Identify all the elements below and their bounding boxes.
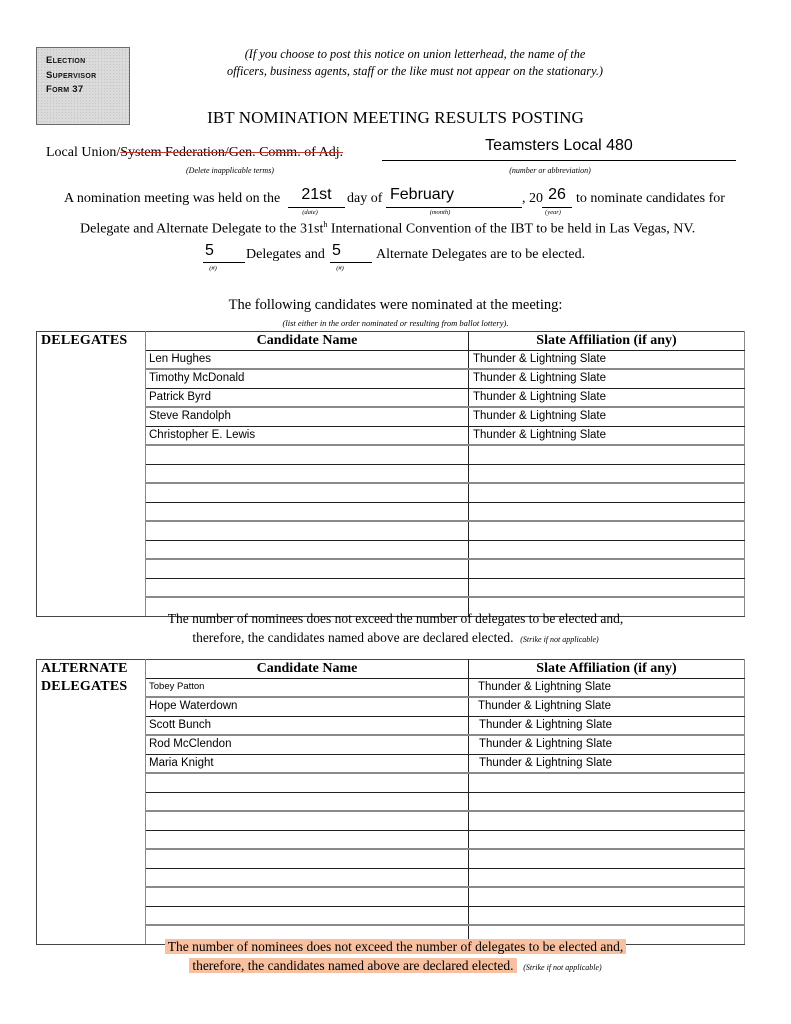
delegates-col-candidate-name: Candidate Name xyxy=(146,332,469,351)
slate-cell[interactable]: Thunder & Lightning Slate xyxy=(469,678,745,697)
delegates-section-label: DELEGATES xyxy=(37,332,146,617)
slate-cell[interactable] xyxy=(469,445,745,464)
delete-terms-hint: (Delete inapplicable terms) xyxy=(186,166,274,175)
slate-cell[interactable] xyxy=(469,811,745,830)
convention-line-rest: International Convention of the IBT to be held in Las Vegas, NV. xyxy=(327,221,696,237)
slate-cell[interactable]: Thunder & Lightning Slate xyxy=(469,388,745,407)
month-label: (month) xyxy=(429,209,451,216)
slate-cell[interactable] xyxy=(469,559,745,578)
slate-cell[interactable] xyxy=(469,502,745,521)
slate-cell[interactable] xyxy=(469,906,745,925)
page-title: IBT NOMINATION MEETING RESULTS POSTING xyxy=(207,108,584,127)
candidate-name-cell[interactable] xyxy=(146,887,469,906)
candidate-name-cell[interactable] xyxy=(146,773,469,792)
candidate-name-cell[interactable]: Scott Bunch xyxy=(146,716,469,735)
convention-line xyxy=(80,220,695,238)
candidate-name-cell[interactable] xyxy=(146,811,469,830)
year-prefix: , 20 xyxy=(522,191,543,206)
year-underline xyxy=(542,207,572,208)
candidate-name-cell[interactable] xyxy=(146,521,469,540)
slate-cell[interactable] xyxy=(469,792,745,811)
candidate-name-cell[interactable]: Steve Randolph xyxy=(146,407,469,426)
slate-cell[interactable] xyxy=(469,868,745,887)
ordinal-superscript: h xyxy=(323,220,328,229)
slate-cell[interactable] xyxy=(469,578,745,597)
slate-cell[interactable] xyxy=(469,483,745,502)
candidate-name-cell[interactable] xyxy=(146,540,469,559)
nominated-heading: The following candidates were nominated at the meeting: xyxy=(228,297,563,313)
candidate-name-cell[interactable]: Maria Knight xyxy=(146,754,469,773)
nominated-subheading: (list either in the order nominated or resulting from ballot lottery). xyxy=(282,318,509,328)
delegates-declaration xyxy=(0,609,791,649)
alternates-declaration-highlight-2: therefore, the candidates named above are declared elected. xyxy=(189,958,516,973)
local-union-underline xyxy=(382,160,736,161)
candidate-name-cell[interactable]: Rod McClendon xyxy=(146,735,469,754)
alternates-elected-text: Alternate Delegates are to be elected. xyxy=(376,247,586,262)
month-underline xyxy=(386,207,522,208)
candidate-name-cell[interactable] xyxy=(146,830,469,849)
alternates-count-label: (#) xyxy=(336,265,344,272)
delegates-declaration-line-1: The number of nominees does not exceed the number of delegates to be elected and, xyxy=(167,611,624,626)
local-union-label-plain: Local Union/ xyxy=(46,145,121,160)
number-abbrev-hint: (number or abbreviation) xyxy=(509,166,591,175)
delegates-col-slate: Slate Affiliation (if any) xyxy=(469,332,745,351)
meeting-text-after-year: to nominate candidates for xyxy=(576,191,725,206)
letterhead-notice xyxy=(180,46,650,80)
meeting-date-field[interactable]: 21st xyxy=(301,186,332,203)
slate-cell[interactable] xyxy=(469,540,745,559)
candidate-name-cell[interactable]: Timothy McDonald xyxy=(146,369,469,388)
alternates-count-field[interactable]: 5 xyxy=(332,242,341,259)
alternates-col-candidate-name: Candidate Name xyxy=(146,660,469,679)
candidate-name-cell[interactable] xyxy=(146,483,469,502)
alternates-col-slate: Slate Affiliation (if any) xyxy=(469,660,745,679)
slate-cell[interactable] xyxy=(469,464,745,483)
candidate-name-cell[interactable] xyxy=(146,792,469,811)
alternates-label-line-2: DELEGATES xyxy=(41,679,128,694)
slate-cell[interactable] xyxy=(469,887,745,906)
alternates-count-underline xyxy=(330,262,372,263)
delegates-strike-note: (Strike if not applicable) xyxy=(520,635,599,644)
slate-cell[interactable]: Thunder & Lightning Slate xyxy=(469,716,745,735)
slate-cell[interactable]: Thunder & Lightning Slate xyxy=(469,754,745,773)
candidate-name-cell[interactable] xyxy=(146,906,469,925)
notice-line-1: (If you choose to post this notice on union letterhead, the name of the xyxy=(244,47,586,61)
alternates-declaration-line-1 xyxy=(0,937,791,956)
date-underline xyxy=(288,207,345,208)
form-badge-line-1: Election xyxy=(46,55,86,66)
year-label: (year) xyxy=(545,209,561,216)
candidate-name-cell[interactable]: Len Hughes xyxy=(146,350,469,369)
local-union-label-struck: System Federation/Gen. Comm. of Adj. xyxy=(120,145,344,160)
local-union-label xyxy=(46,145,343,161)
candidate-name-cell[interactable]: Hope Waterdown xyxy=(146,697,469,716)
delegates-count-underline xyxy=(203,262,245,263)
candidate-name-cell[interactable] xyxy=(146,464,469,483)
alternates-table xyxy=(36,659,745,945)
slate-cell[interactable]: Thunder & Lightning Slate xyxy=(469,697,745,716)
alternates-declaration xyxy=(0,937,791,977)
meeting-year-field[interactable]: 26 xyxy=(548,186,566,203)
slate-cell[interactable] xyxy=(469,830,745,849)
delegates-count-field[interactable]: 5 xyxy=(205,242,214,259)
alternates-section-label xyxy=(37,660,146,945)
candidate-name-cell[interactable] xyxy=(146,849,469,868)
local-union-field[interactable]: Teamsters Local 480 xyxy=(485,137,633,154)
candidate-name-cell[interactable] xyxy=(146,445,469,464)
delegates-table xyxy=(36,331,745,617)
date-label: (date) xyxy=(302,209,318,216)
form-badge-line-3: Form 37 xyxy=(46,84,84,95)
meeting-month-field[interactable]: February xyxy=(390,186,455,203)
delegates-table-header xyxy=(37,332,745,351)
candidate-name-cell[interactable]: Christopher E. Lewis xyxy=(146,426,469,445)
convention-line-start: Delegate and Alternate Delegate to the 31st xyxy=(80,221,324,237)
meeting-text-before-date: A nomination meeting was held on the xyxy=(64,191,281,206)
candidate-name-cell[interactable] xyxy=(146,559,469,578)
slate-cell[interactable]: Thunder & Lightning Slate xyxy=(469,735,745,754)
alternates-declaration-line-2 xyxy=(0,956,791,977)
delegates-declaration-line-2 xyxy=(0,628,791,649)
slate-cell[interactable]: Thunder & Lightning Slate xyxy=(469,369,745,388)
alternates-table-header xyxy=(37,660,745,679)
slate-cell[interactable] xyxy=(469,773,745,792)
slate-cell[interactable]: Thunder & Lightning Slate xyxy=(469,426,745,445)
candidate-name-cell[interactable] xyxy=(146,502,469,521)
candidate-name-cell[interactable] xyxy=(146,578,469,597)
delegates-declaration-text: therefore, the candidates named above are declared elected. xyxy=(192,630,514,645)
day-of-text: day of xyxy=(347,191,383,206)
candidate-name-cell[interactable] xyxy=(146,868,469,887)
alternates-strike-note: (Strike if not applicable) xyxy=(523,963,602,972)
slate-cell[interactable]: Thunder & Lightning Slate xyxy=(469,407,745,426)
notice-line-2: officers, business agents, staff or the like must not appear on the stationary.) xyxy=(226,64,604,78)
candidate-name-cell[interactable]: Patrick Byrd xyxy=(146,388,469,407)
slate-cell[interactable]: Thunder & Lightning Slate xyxy=(469,350,745,369)
slate-cell[interactable] xyxy=(469,849,745,868)
slate-cell[interactable] xyxy=(469,521,745,540)
alternates-declaration-highlight-1: The number of nominees does not exceed the number of delegates to be elected and, xyxy=(165,939,626,954)
form-badge-line-2: Supervisor xyxy=(46,69,97,81)
delegates-count-label: (#) xyxy=(209,265,217,272)
alternates-label-line-1: ALTERNATE xyxy=(41,661,128,676)
delegates-and-text: Delegates and xyxy=(246,247,325,262)
candidate-name-cell[interactable]: Tobey Patton xyxy=(146,678,469,697)
